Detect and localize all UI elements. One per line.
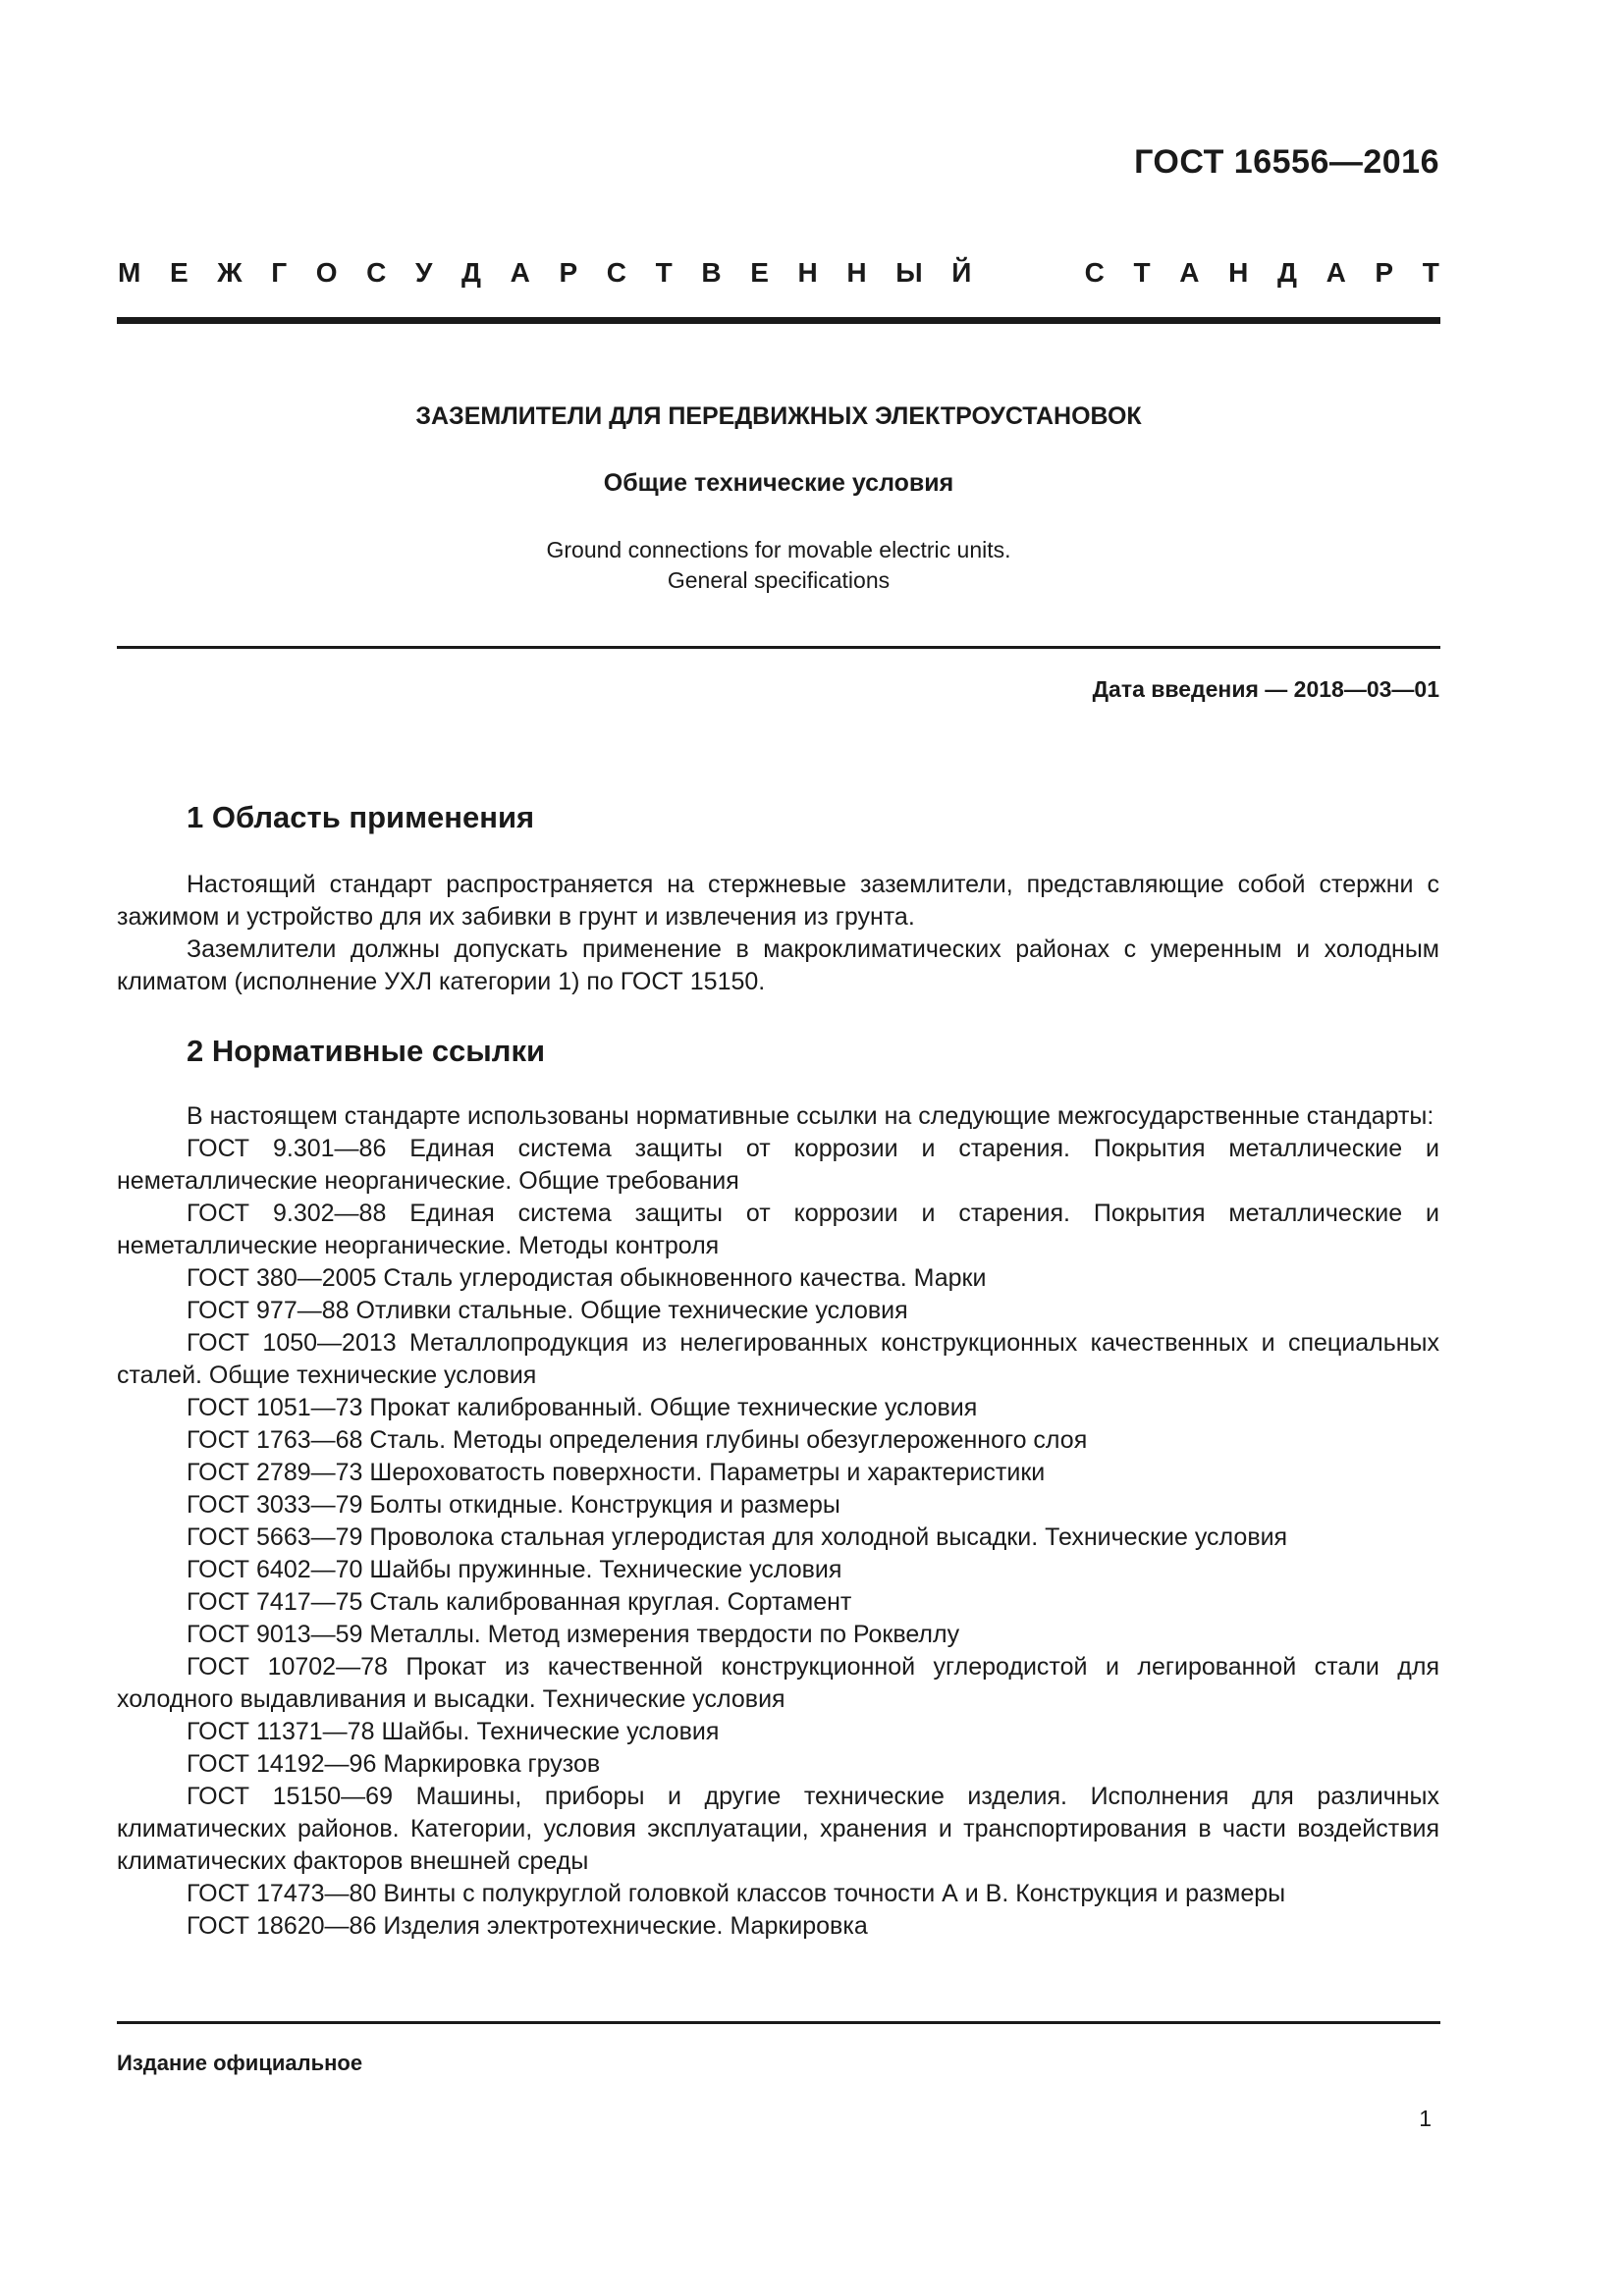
- banner-letter: Т: [655, 257, 673, 288]
- reference-code: ГОСТ 1763—68: [187, 1426, 363, 1454]
- reference-item: [117, 1781, 1439, 1878]
- banner-letter: Н: [1228, 257, 1249, 288]
- reference-title: Винты с полукруглой головкой классов точности А и В. Конструкция и размеры: [383, 1880, 1286, 1907]
- banner-letter: С: [606, 257, 626, 288]
- banner-letter: О: [315, 257, 338, 288]
- banner-letter: Е: [169, 257, 189, 288]
- reference-list: [117, 1133, 1439, 1943]
- banner-letter: Д: [1276, 257, 1297, 288]
- reference-code: ГОСТ 6402—70: [187, 1556, 363, 1583]
- reference-title: Маркировка грузов: [383, 1750, 601, 1778]
- banner-letter: Р: [1375, 257, 1394, 288]
- reference-code: ГОСТ 11371—78: [187, 1718, 375, 1745]
- banner-letter: Т: [1133, 257, 1151, 288]
- section-2-body: [117, 1100, 1439, 1943]
- banner-letter: Н: [797, 257, 818, 288]
- reference-item: [117, 1327, 1439, 1392]
- banner-letter: Й: [951, 257, 972, 288]
- reference-item: [117, 1522, 1439, 1554]
- introduction-date: Дата введения — 2018—03—01: [1092, 676, 1439, 702]
- banner-letter: Н: [846, 257, 867, 288]
- reference-title: Шайбы. Технические условия: [381, 1718, 720, 1745]
- banner-letter: Г: [271, 257, 288, 288]
- reference-code: ГОСТ 2789—73: [187, 1459, 363, 1486]
- reference-title: Проволока стальная углеродистая для холодной высадки. Технические условия: [369, 1523, 1288, 1551]
- reference-title: Сталь калиброванная круглая. Сортамент: [369, 1588, 852, 1616]
- section-1-body: [117, 869, 1439, 998]
- english-title-line2: General specifications: [667, 567, 891, 593]
- reference-item: [117, 1878, 1439, 1910]
- document-title: ЗАЗЕМЛИТЕЛИ ДЛЯ ПЕРЕДВИЖНЫХ ЭЛЕКТРОУСТАНОВОК: [415, 402, 1142, 430]
- section-1-heading: 1 Область применения: [187, 800, 535, 834]
- reference-title: Единая система защиты от коррозии и старения. Покрытия металлические и неметаллические неорганические. Общие требования: [117, 1135, 1440, 1195]
- header-rule: [117, 317, 1440, 324]
- banner-letter: А: [1325, 257, 1346, 288]
- reference-title: Единая система защиты от коррозии и старения. Покрытия металлические и неметаллические неорганические. Методы контроля: [117, 1200, 1440, 1259]
- reference-item: [117, 1262, 1439, 1295]
- reference-code: ГОСТ 17473—80: [187, 1880, 377, 1907]
- banner-letter: Т: [1422, 257, 1439, 288]
- reference-code: ГОСТ 18620—86: [187, 1912, 377, 1940]
- reference-item: [117, 1392, 1439, 1424]
- banner-letter: Е: [750, 257, 769, 288]
- section-2-heading: 2 Нормативные ссылки: [187, 1034, 546, 1068]
- reference-item: [117, 1554, 1439, 1586]
- reference-title: Машины, приборы и другие технические изделия. Исполнения для различных климатических районов. Категории, условия эксплуатации, хранения и транспортирования в части воздействия климатических факторов внешней среды: [117, 1783, 1439, 1875]
- reference-code: ГОСТ 5663—79: [187, 1523, 363, 1551]
- document-number: ГОСТ 16556—2016: [1134, 143, 1439, 181]
- reference-title: Шайбы пружинные. Технические условия: [369, 1556, 842, 1583]
- banner-letter: В: [701, 257, 722, 288]
- banner-letter: М: [118, 257, 141, 288]
- section-1-paragraph: Настоящий стандарт распространяется на стержневые заземлители, представляющие собой стержни с зажимом и устройство для их забивки в грунт и извлечения из грунта.: [117, 871, 1439, 931]
- banner-letter: А: [510, 257, 530, 288]
- english-title-line1: Ground connections for movable electric units.: [546, 537, 1011, 562]
- section-1-paragraph: Заземлители должны допускать применение в макроклиматических районах с умеренным и холодным климатом (исполнение УХЛ категории 1) по ГОСТ 15150.: [117, 935, 1439, 995]
- reference-item: [117, 1198, 1439, 1262]
- reference-code: ГОСТ 977—88: [187, 1297, 350, 1324]
- banner-word-gap: [1001, 257, 1055, 289]
- reference-code: ГОСТ 3033—79: [187, 1491, 363, 1519]
- reference-title: Сталь углеродистая обыкновенного качества. Марки: [383, 1264, 987, 1292]
- reference-code: ГОСТ 9.301—86: [187, 1135, 387, 1162]
- edition-label: Издание официальное: [117, 2051, 363, 2075]
- reference-item: [117, 1586, 1439, 1619]
- document-subtitle: Общие технические условия: [603, 469, 954, 497]
- reference-item: [117, 1651, 1439, 1716]
- banner-letter: У: [414, 257, 433, 288]
- reference-item: [117, 1457, 1439, 1489]
- footer-rule: [117, 2021, 1440, 2024]
- reference-item: [117, 1424, 1439, 1457]
- reference-title: Прокат калиброванный. Общие технические условия: [369, 1394, 978, 1421]
- banner-letter: Ы: [895, 257, 923, 288]
- reference-item: [117, 1133, 1439, 1198]
- banner-letter: С: [366, 257, 387, 288]
- reference-code: ГОСТ 380—2005: [187, 1264, 377, 1292]
- page-number: 1: [1419, 2106, 1432, 2131]
- banner-letter: А: [1179, 257, 1200, 288]
- reference-title: Изделия электротехнические. Маркировка: [383, 1912, 868, 1940]
- reference-code: ГОСТ 7417—75: [187, 1588, 363, 1616]
- reference-code: ГОСТ 9013—59: [187, 1621, 363, 1648]
- reference-item: [117, 1910, 1439, 1943]
- banner-letter: Ж: [217, 257, 243, 288]
- banner-letter: С: [1084, 257, 1105, 288]
- standard-banner: [118, 257, 1439, 289]
- title-rule: [117, 646, 1440, 649]
- english-title: [117, 535, 1440, 596]
- reference-title: Шероховатость поверхности. Параметры и характеристики: [369, 1459, 1046, 1486]
- section-2-intro: В настоящем стандарте использованы нормативные ссылки на следующие межгосударственные стандарты:: [187, 1102, 1434, 1130]
- reference-code: ГОСТ 15150—69: [187, 1783, 393, 1810]
- reference-item: [117, 1489, 1439, 1522]
- banner-letter: Р: [559, 257, 578, 288]
- reference-code: ГОСТ 10702—78: [187, 1653, 388, 1681]
- reference-title: Прокат из качественной конструкционной углеродистой и легированной стали для холодного выдавливания и высадки. Технические условия: [117, 1653, 1439, 1713]
- reference-code: ГОСТ 14192—96: [187, 1750, 377, 1778]
- reference-code: ГОСТ 1051—73: [187, 1394, 363, 1421]
- reference-code: ГОСТ 1050—2013: [187, 1329, 397, 1357]
- banner-letter: Д: [461, 257, 481, 288]
- reference-item: [117, 1716, 1439, 1748]
- reference-item: [117, 1619, 1439, 1651]
- reference-title: Болты откидные. Конструкция и размеры: [369, 1491, 840, 1519]
- reference-title: Металлы. Метод измерения твердости по Роквеллу: [369, 1621, 960, 1648]
- reference-item: [117, 1295, 1439, 1327]
- reference-item: [117, 1748, 1439, 1781]
- reference-title: Металлопродукция из нелегированных конструкционных качественных и специальных сталей. Общие технические условия: [117, 1329, 1439, 1389]
- reference-title: Сталь. Методы определения глубины обезуглероженного слоя: [369, 1426, 1088, 1454]
- reference-code: ГОСТ 9.302—88: [187, 1200, 387, 1227]
- reference-title: Отливки стальные. Общие технические условия: [355, 1297, 908, 1324]
